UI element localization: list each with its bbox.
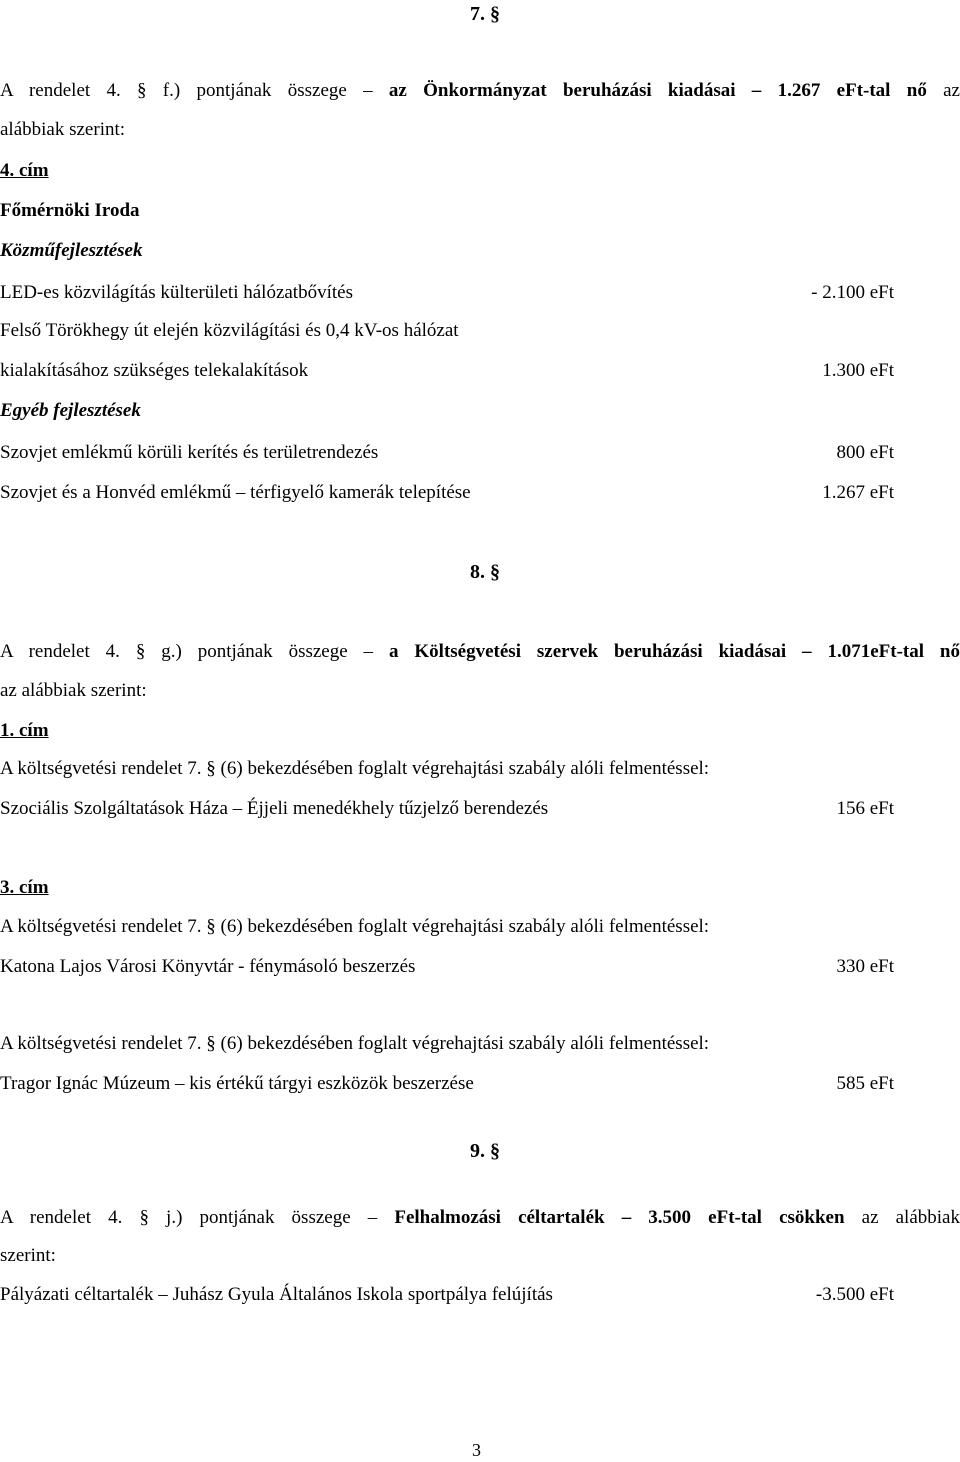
item-fenymasolo: Katona Lajos Városi Könyvtár - fénymásoló beszerzés [0, 956, 416, 977]
section-7-cim: 4. cím [0, 160, 49, 181]
item-celtartalek: Pályázati céltartalék – Juhász Gyula Általános Iskola sportpálya felújítás [0, 1284, 553, 1305]
amount-muzeum: 585 eFt [836, 1073, 894, 1094]
rule-line-1: A költségvetési rendelet 7. § (6) bekezdésében foglalt végrehajtási szabály alóli felmentéssel: [0, 758, 710, 779]
section-8-cim-1: 1. cím [0, 720, 49, 741]
item-muzeum: Tragor Ignác Múzeum – kis értékű tárgyi eszközök beszerzése [0, 1073, 474, 1094]
amount-fenymasolo: 330 eFt [836, 956, 894, 977]
section-7-heading: 7. § [470, 3, 500, 25]
item-torokhegy-1: Felső Törökhegy út elején közvilágítási és 0,4 kV-os hálózat [0, 320, 459, 341]
section-9-intro-cont: szerint: [0, 1245, 56, 1266]
category-egyeb: Egyéb fejlesztések [0, 400, 141, 421]
amount-kerites: 800 eFt [836, 442, 894, 463]
section-8-intro: A rendelet 4. § g.) pontjának összege – a Költségvetési szervek beruházási kiadásai – 1.071eFt-tal nő [0, 641, 960, 662]
section-9-intro: A rendelet 4. § j.) pontjának összege – Felhalmozási céltartalék – 3.500 eFt-tal csökken az alábbiak [0, 1207, 960, 1228]
rule-line-2: A költségvetési rendelet 7. § (6) bekezdésében foglalt végrehajtási szabály alóli felmentéssel: [0, 916, 710, 937]
section-8-heading: 8. § [470, 561, 500, 583]
item-torokhegy-2: kialakításához szükséges telekalakítások [0, 360, 309, 381]
item-led: LED-es közvilágítás külterületi hálózatbővítés [0, 282, 353, 303]
section-7-intro: A rendelet 4. § f.) pontjának összege – az Önkormányzat beruházási kiadásai – 1.267 eFt-tal nő az [0, 80, 960, 101]
section-9-heading: 9. § [470, 1140, 500, 1162]
amount-kamerak: 1.267 eFt [822, 482, 894, 503]
section-8-cim-3: 3. cím [0, 877, 49, 898]
amount-celtartalek: -3.500 eFt [815, 1284, 894, 1305]
item-kamerak: Szovjet és a Honvéd emlékmű – térfigyelő kamerák telepítése [0, 482, 471, 503]
section-7-intro-cont: alábbiak szerint: [0, 119, 126, 140]
rule-line-3: A költségvetési rendelet 7. § (6) bekezdésében foglalt végrehajtási szabály alóli felmentéssel: [0, 1033, 710, 1054]
item-keritest: Szovjet emlékmű körüli kerítés és területrendezés [0, 442, 379, 463]
amount-tuzjelzo: 156 eFt [836, 798, 894, 819]
page-number: 3 [472, 1440, 481, 1460]
unit-name: Főmérnöki Iroda [0, 200, 140, 221]
category-kozmu: Közműfejlesztések [0, 240, 143, 261]
section-8-intro-cont: az alábbiak szerint: [0, 680, 147, 701]
item-tuzjelzo: Szociális Szolgáltatások Háza – Éjjeli menedékhely tűzjelző berendezés [0, 798, 549, 819]
amount-torokhegy: 1.300 eFt [822, 360, 894, 381]
amount-led: - 2.100 eFt [811, 282, 894, 303]
